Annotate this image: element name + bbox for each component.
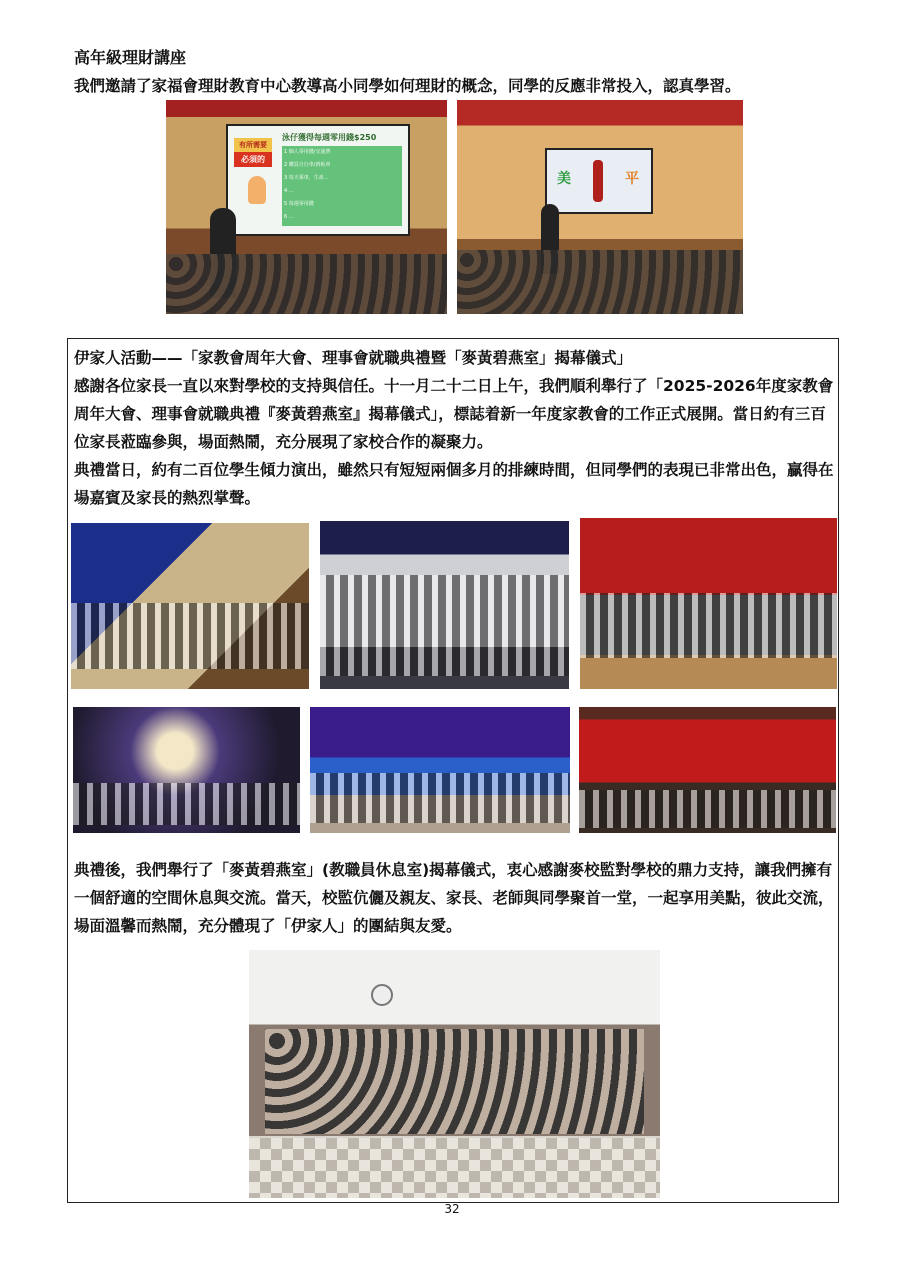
- photo-dance-disco: [73, 707, 300, 833]
- slide-list-item: 5 每週零用錢: [284, 201, 314, 207]
- screen-char-right: 平: [625, 171, 639, 187]
- section-title-pta-event: 伊家人活動——「家教會周年大會、理事會就職典禮暨「麥黃碧燕室」揭幕儀式」: [74, 349, 633, 367]
- paragraph-staff-room: 典禮後，我們舉行了「麥黃碧燕室」(教職員休息室)揭幕儀式，衷心感謝麥校監對學校的鼎力支持，讓我們擁有一個舒適的空間休息與交流。當天，校監伉儷及親友、家長、老師與同學聚首一堂，一起享用美點，彼此交流，場面溫馨而熱鬧，充分體現了「伊家人」的團結與友愛。: [74, 861, 834, 935]
- slide-list-item: 4 …: [284, 188, 294, 194]
- section-title-finance-talk: 高年級理財講座: [74, 48, 187, 67]
- projector-screen: [545, 148, 653, 214]
- slide-list-item: 6 …: [284, 214, 294, 220]
- audience: [457, 250, 743, 314]
- slide-list-item: 2 購買自行車/滑板車: [284, 162, 331, 168]
- group-of-people: [265, 1029, 643, 1133]
- slide-headline: 泳仔獲得每週零用錢$250: [282, 133, 377, 142]
- paragraph-performance: 典禮當日，約有二百位學生傾力演出，雖然只有短短兩個多月的排練時間，但同學們的表現已非常出色，贏得在場嘉賓及家長的熱烈掌聲。: [74, 461, 834, 507]
- photo-finance-talk-hall: [457, 100, 743, 314]
- wall-clock-icon: [371, 984, 393, 1006]
- photo-orchestra: [579, 707, 836, 833]
- screen-char-left: 美: [557, 171, 571, 187]
- tiled-floor: [249, 1138, 660, 1198]
- photo-group-staff-room: [249, 950, 660, 1198]
- slide-badge-top: 有所需要: [234, 138, 272, 152]
- slide-list-item: 3 每天乘車，生產…: [284, 175, 329, 181]
- page-number: 32: [444, 1202, 460, 1216]
- slide-list-item: 1 個人零用錢/交通費: [284, 149, 331, 155]
- section-intro-finance-talk: 我們邀請了家福會理財教育中心教導高小同學如何理財的概念，同學的反應非常投入，認真學習。: [74, 77, 741, 95]
- photo-dance-blue: [310, 707, 570, 833]
- audience: [166, 254, 447, 314]
- slide-list: [282, 146, 402, 226]
- photo-dance-performance: [71, 523, 309, 689]
- presentation-slide: [226, 124, 410, 236]
- bottle-icon: [593, 160, 603, 202]
- photo-choir-boys: [320, 521, 569, 689]
- slide-badge-bottom: 必須的: [234, 152, 272, 167]
- cartoon-boy-icon: [248, 176, 266, 204]
- paragraph-intro: 感謝各位家長一直以來對學校的支持與信任。十一月二十二日上午，我們順利舉行了「2025-2026年度家教會周年大會、理事會就職典禮『麥黃碧燕室』揭幕儀式」，標誌着新一年度家教會的工作正式展開。當日約有三百位家長蒞臨參與，場面熱鬧，充分展現了家校合作的凝聚力。: [74, 377, 834, 451]
- photo-finance-talk-speaker: [166, 100, 447, 314]
- photo-choir-stage: [580, 518, 837, 689]
